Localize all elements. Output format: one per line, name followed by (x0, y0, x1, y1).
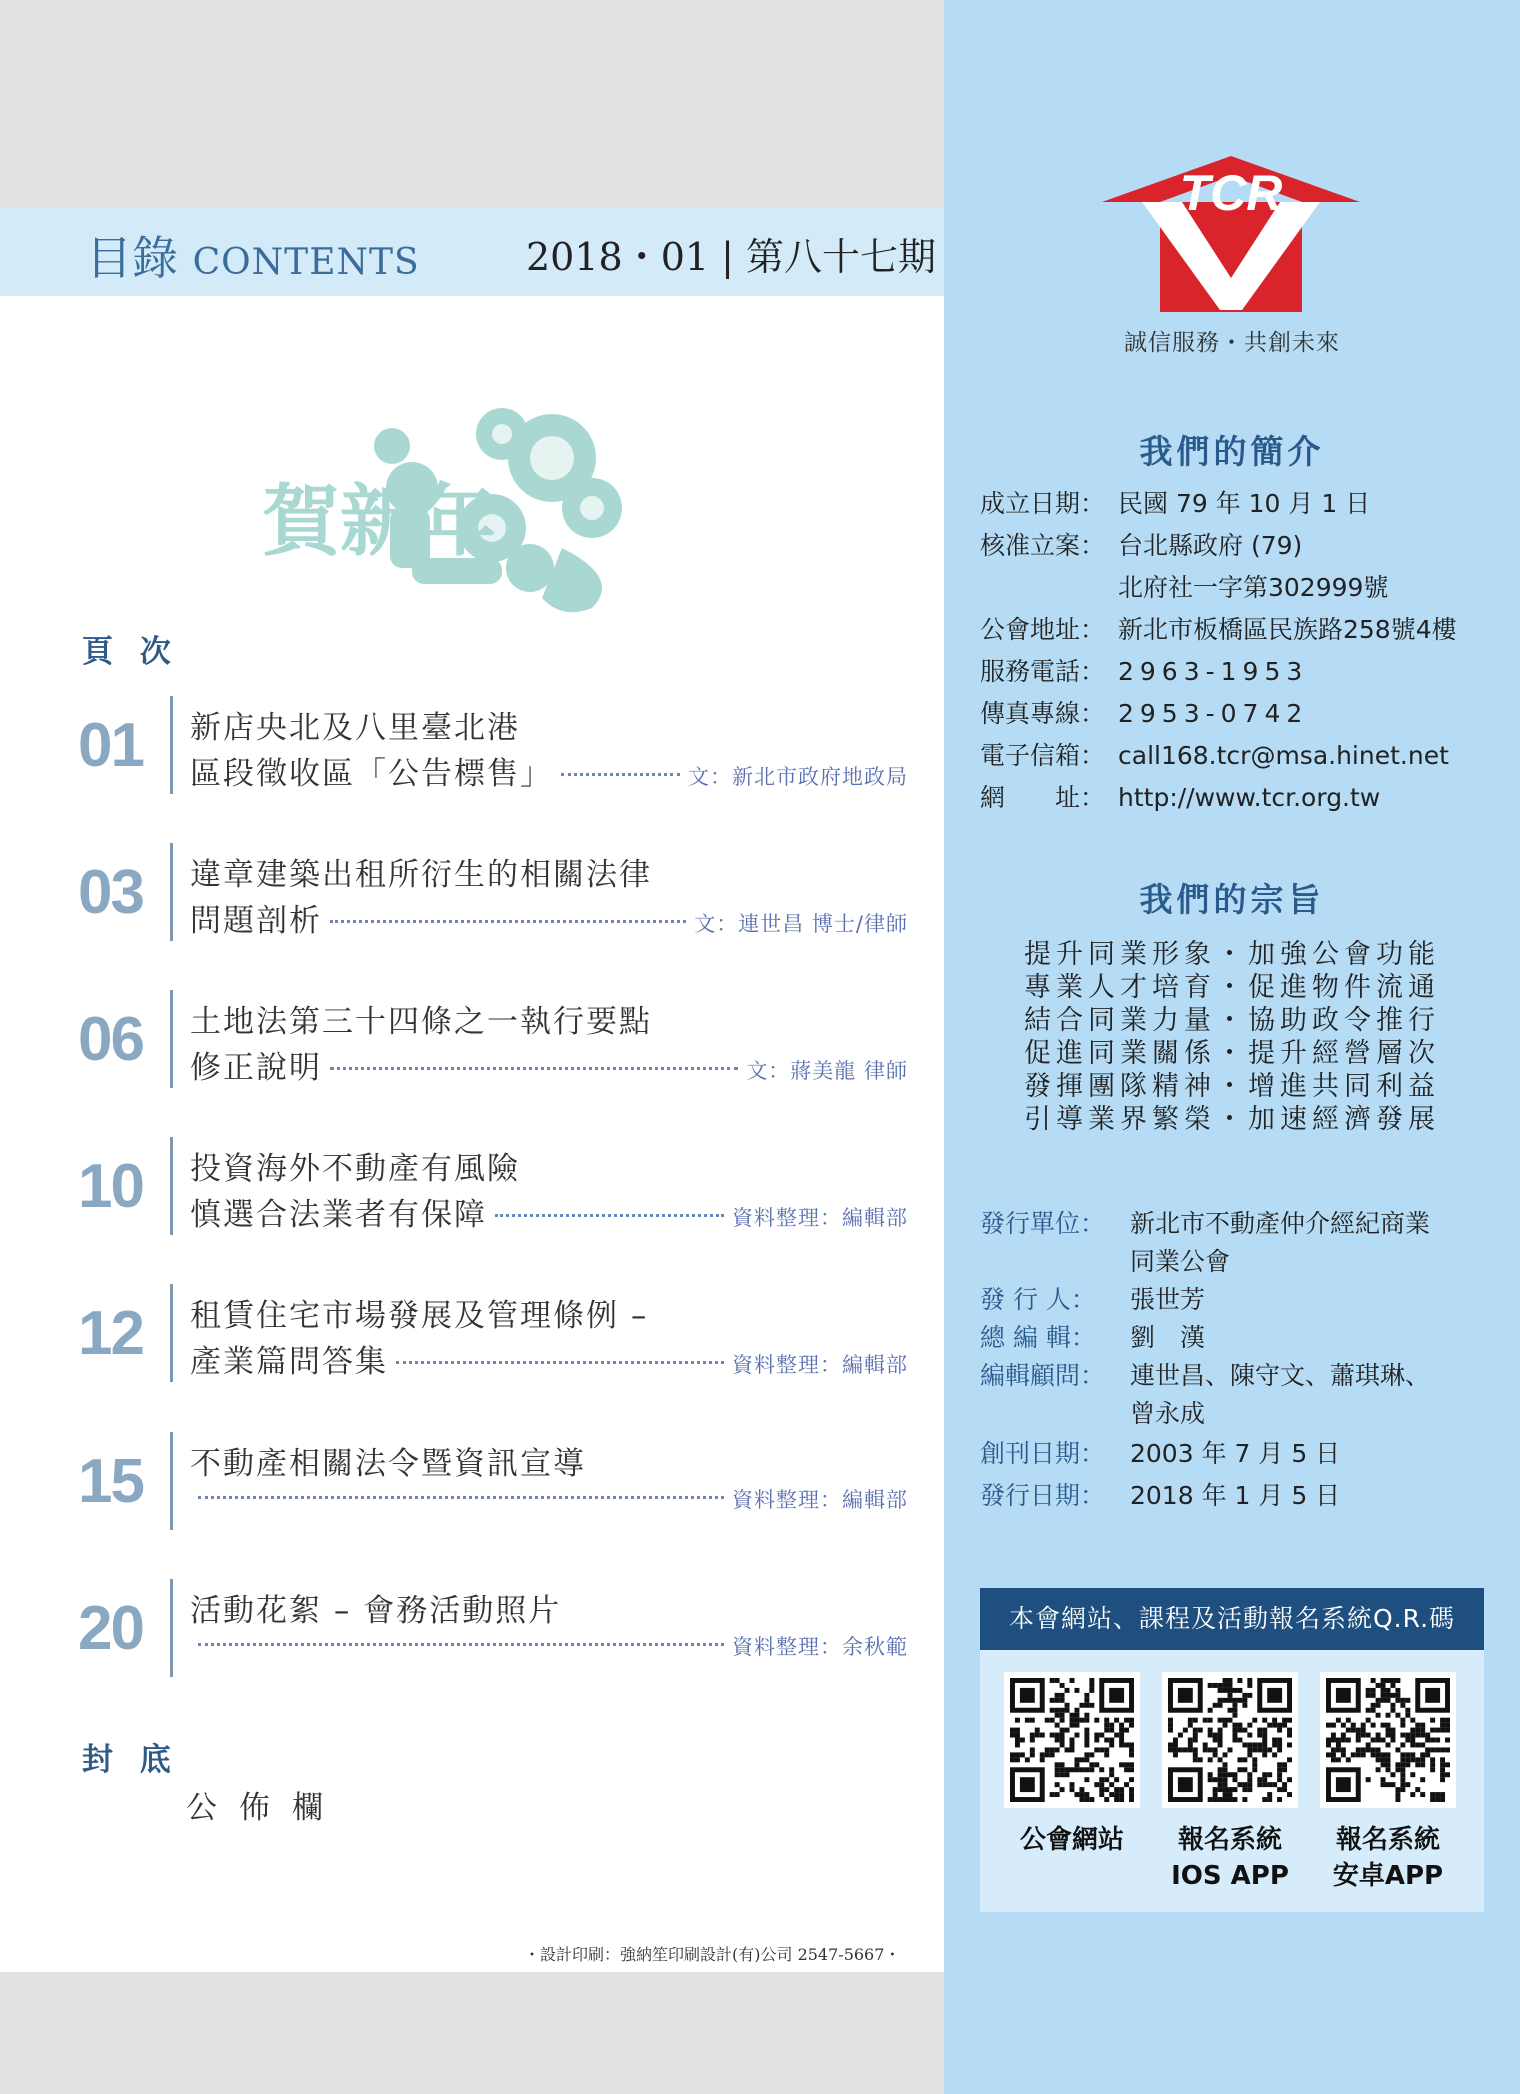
toc-title-line2-row (190, 1042, 908, 1087)
purpose-line: 專業人才培育・促進物件流通 (1024, 972, 1440, 1003)
toc-title-line1: 投資海外不動產有風險 (190, 1151, 520, 1187)
toc-divider (170, 696, 173, 794)
website-link[interactable]: http://www.tcr.org.tw (1118, 783, 1381, 812)
toc-title-line1: 違章建築出租所衍生的相關法律 (190, 857, 652, 893)
purpose-line: 結合同業力量・協助政令推行 (1024, 1005, 1440, 1036)
toc-item[interactable] (78, 1432, 908, 1532)
purpose-line: 提升同業形象・加強公會功能 (1024, 939, 1440, 970)
backcover-section-label: 封 底 (82, 1742, 179, 1778)
publication-row: 創刊日期： 2003 年 7 月 5 日 (980, 1439, 1341, 1468)
issue-number: 2018・01 | 第八十七期 (526, 235, 937, 279)
qr-label-website: 公會網站 (1019, 1825, 1124, 1855)
toc-leader-dots (396, 1361, 724, 1364)
toc-title-line1: 新店央北及八里臺北港 (190, 710, 520, 746)
toc-divider (170, 1137, 173, 1235)
top-margin (0, 0, 944, 208)
qr-code-website[interactable] (1004, 1672, 1140, 1808)
publication-row: 發行日期： 2018 年 1 月 5 日 (980, 1481, 1341, 1510)
tcr-logo (1102, 150, 1360, 316)
toc-title-line2: 修正說明 (190, 1050, 322, 1086)
print-credit: ・設計印刷：強納笙印刷設計(有)公司 2547-5667・ (524, 1945, 901, 1964)
toc-title-line2-row (190, 895, 908, 940)
toc-title-line1: 土地法第三十四條之一執行要點 (190, 1004, 652, 1040)
toc-title-line2-row (190, 1631, 908, 1661)
toc-title-line2-row (190, 748, 908, 793)
toc-leader-dots (330, 920, 686, 923)
email-link[interactable]: call168.tcr@msa.hinet.net (1118, 741, 1449, 770)
toc-author: 文：新北市政府地政局 (688, 765, 908, 789)
bottom-margin (0, 1972, 944, 2094)
toc-item[interactable] (78, 696, 908, 796)
intro-row: 核准立案： 台北縣政府 (79) (980, 531, 1303, 560)
toc-title-line2-row (190, 1336, 908, 1381)
toc-author: 文：蔣美龍 律師 (746, 1059, 908, 1083)
intro-row: 網 址： http://www.tcr.org.tw (980, 783, 1381, 812)
toc-page-number: 12 (78, 1299, 143, 1368)
toc-title-line1: 活動花絮 – 會務活動照片 (190, 1593, 562, 1629)
toc-section-label: 頁 次 (82, 634, 179, 670)
toc-author: 資料整理：余秋範 (732, 1635, 908, 1659)
new-year-art-text: 賀新年 (262, 476, 497, 567)
toc-leader-dots (495, 1214, 724, 1217)
toc-title-line2-row (190, 1189, 908, 1234)
motto: 誠信服務・共創未來 (1124, 330, 1340, 356)
toc-page-number: 20 (78, 1594, 143, 1663)
toc-author: 資料整理：編輯部 (732, 1488, 908, 1512)
toc-page-number: 10 (78, 1152, 143, 1221)
purpose-line: 發揮團隊精神・增進共同利益 (1024, 1071, 1440, 1102)
toc-author: 文：連世昌 博士/律師 (694, 912, 908, 936)
qr-code-android-app[interactable] (1320, 1672, 1456, 1808)
publication-row-continued: 同業公會 (1130, 1247, 1231, 1276)
backcover-item[interactable]: 公佈欄 (186, 1790, 345, 1826)
toc-title-line2: 問題剖析 (190, 903, 322, 939)
publication-row: 發 行 人： 張世芳 (980, 1285, 1206, 1314)
intro-row-continued: 北府社一字第302999號 (1118, 573, 1389, 602)
toc-page-number: 01 (78, 711, 143, 780)
toc-divider (170, 843, 173, 941)
toc-title-line2: 產業篇問答集 (190, 1344, 388, 1380)
toc-item[interactable] (78, 1284, 908, 1384)
toc-leader-dots (198, 1643, 724, 1646)
publication-row: 編輯顧問： 連世昌、陳守文、蕭琪琳、 (980, 1361, 1431, 1390)
new-year-papercut-illustration (262, 398, 702, 620)
toc-item[interactable] (78, 1137, 908, 1237)
toc-divider (170, 1579, 173, 1677)
publication-row: 發行單位： 新北市不動產仲介經紀商業 (980, 1209, 1431, 1238)
publication-row-continued: 曾永成 (1130, 1399, 1206, 1428)
toc-title-line2: 區段徵收區「公告標售」 (190, 756, 553, 792)
contents-title: 目錄 CONTENTS (86, 231, 420, 285)
purpose-line: 促進同業關係・提升經營層次 (1024, 1038, 1440, 1069)
toc-title-line2-row (190, 1484, 908, 1514)
toc-item[interactable] (78, 843, 908, 943)
intro-heading: 我們的簡介 (1139, 432, 1325, 471)
publication-row: 總 編 輯： 劉 漢 (980, 1323, 1206, 1352)
toc-page-number: 06 (78, 1005, 143, 1074)
toc-divider (170, 1284, 173, 1382)
toc-title-line1: 不動產相關法令暨資訊宣導 (190, 1446, 586, 1482)
intro-row: 公會地址： 新北市板橋區民族路258號4樓 (980, 615, 1457, 644)
toc-item[interactable] (78, 990, 908, 1090)
qr-label-ios: 報名系統 IOS APP (1171, 1825, 1289, 1891)
toc-author: 資料整理：編輯部 (732, 1353, 908, 1377)
intro-row: 成立日期： 民國 79 年 10 月 1 日 (980, 489, 1371, 518)
intro-row: 傳真專線： 2953-0742 (980, 699, 1309, 728)
toc-divider (170, 990, 173, 1088)
intro-row: 電子信箱： call168.tcr@msa.hinet.net (980, 741, 1449, 770)
toc-item[interactable] (78, 1579, 908, 1679)
purpose-heading: 我們的宗旨 (1139, 880, 1325, 919)
intro-row: 服務電話： 2963-1953 (980, 657, 1309, 686)
toc-page-number: 03 (78, 858, 143, 927)
toc-leader-dots (561, 773, 680, 776)
qr-code-ios-app[interactable] (1162, 1672, 1298, 1808)
toc-title-line2: 慎選合法業者有保障 (190, 1197, 487, 1233)
toc-leader-dots (198, 1496, 724, 1499)
toc-page-number: 15 (78, 1447, 143, 1516)
toc-leader-dots (330, 1067, 738, 1070)
toc-divider (170, 1432, 173, 1530)
qr-label-android: 報名系統 安卓APP (1332, 1825, 1444, 1891)
qr-section-header: 本會網站、課程及活動報名系統Q.R.碼 (980, 1588, 1484, 1650)
logo-text: TCR (1179, 165, 1283, 221)
purpose-line: 引導業界繁榮・加速經濟發展 (1024, 1104, 1440, 1135)
toc-author: 資料整理：編輯部 (732, 1206, 908, 1230)
toc-title-line1: 租賃住宅市場發展及管理條例 – (190, 1298, 649, 1334)
